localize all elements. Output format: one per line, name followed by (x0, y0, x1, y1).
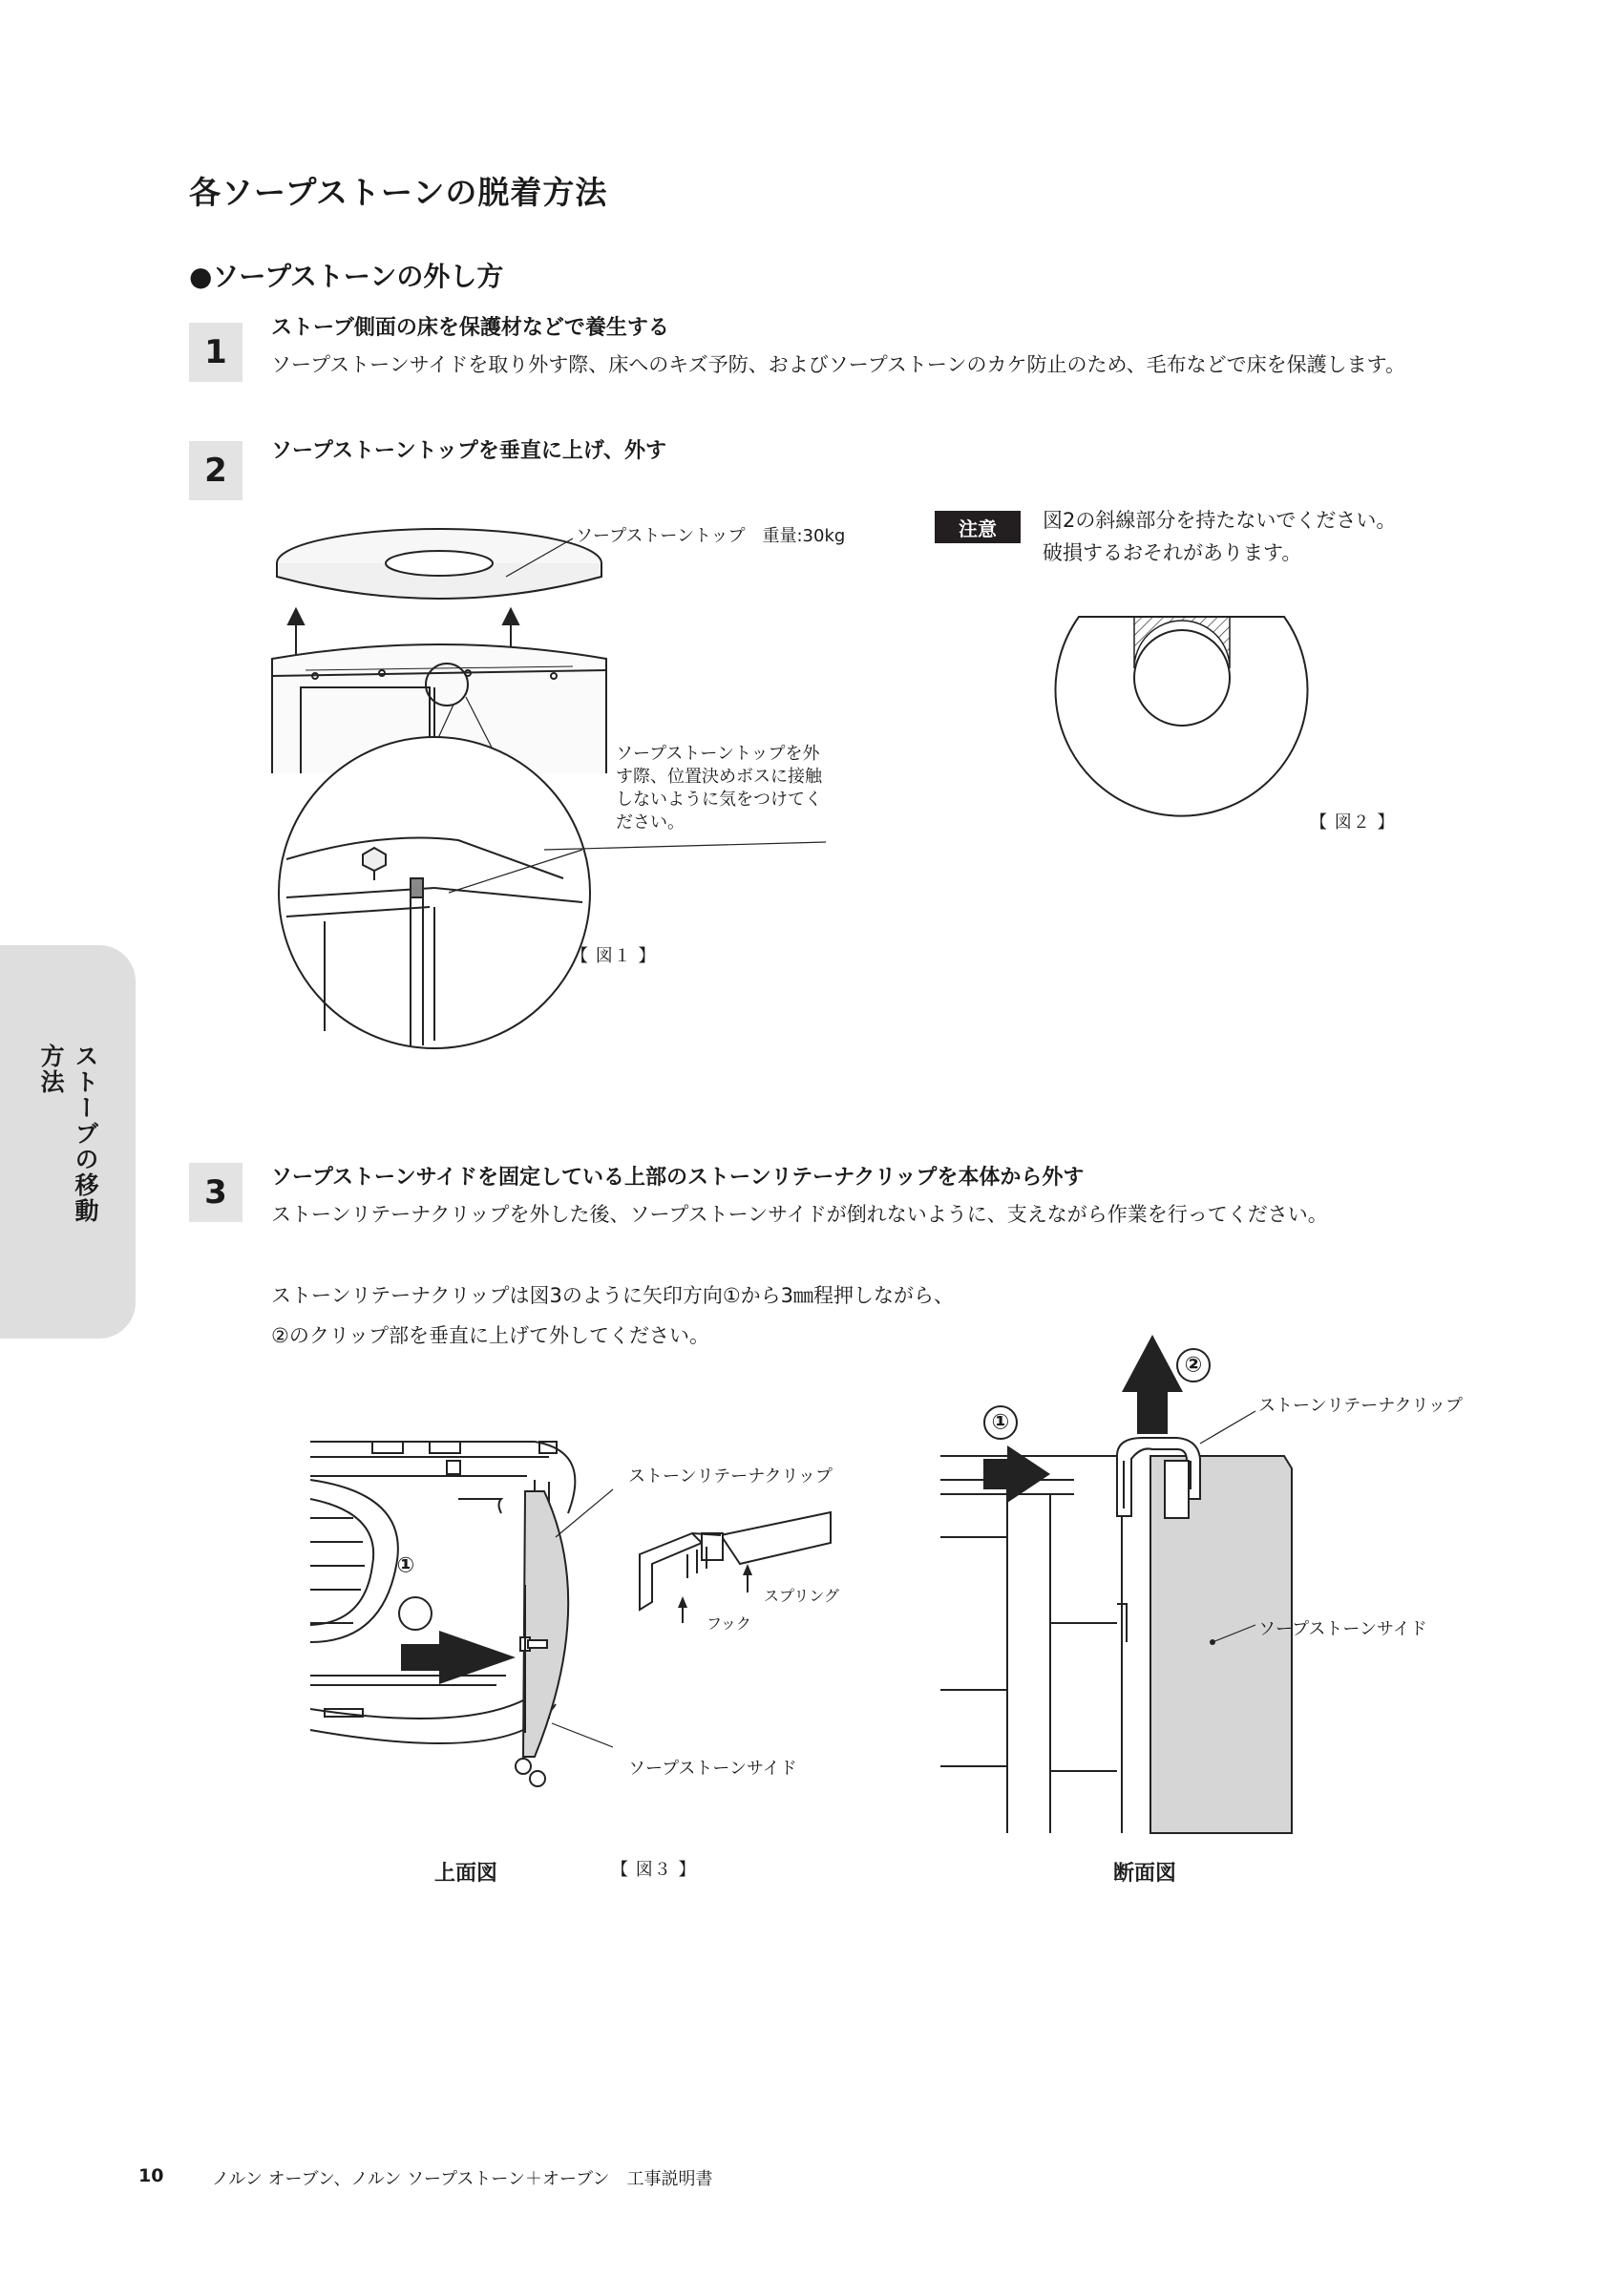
figure-4-marker-2: ② (1184, 1353, 1203, 1378)
figure-3-label-clip: ストーンリテーナクリップ (628, 1466, 833, 1487)
figure-1-callout-line: す際、位置決めボスに接触 (616, 767, 822, 787)
figure-4-marker-1: ① (991, 1410, 1010, 1435)
page-title: 各ソープストーンの脱着方法 (189, 174, 608, 211)
figure-2-caption: 【 図２ 】 (1310, 812, 1396, 833)
step-3-number: 3 (189, 1163, 243, 1222)
figure-3-marker-1: ① (396, 1553, 415, 1578)
step-3-text: ストーンリテーナクリップを外した後、ソープストーンサイドが倒れないように、支えながら作業を行ってください。 (271, 1203, 1328, 1226)
figure-1-label-top: ソープストーントップ 重量:30kg (576, 526, 846, 546)
figure-2-drawing (1050, 611, 1318, 850)
footer-doc-title: ノルン オーブン、ノルン ソープストーン＋オーブン 工事説明書 (212, 2169, 713, 2189)
step-1-heading: ストーブ側面の床を保護材などで養生する (271, 316, 669, 340)
figure-3-caption: 【 図３ 】 (611, 1860, 697, 1880)
step-3-note-line-1: ストーンリテーナクリップは図3のように矢印方向①から3㎜程押しながら、 (271, 1284, 955, 1307)
figure-1-callout-line: しないように気をつけてく (616, 790, 822, 810)
notice-badge: 注意 (935, 511, 1021, 543)
step-3-note-line-2: ②のクリップ部を垂直に上げて外してください。 (271, 1324, 709, 1347)
footer-page-number: 10 (138, 2165, 164, 2186)
figure-4-label-clip: ストーンリテーナクリップ (1258, 1396, 1463, 1416)
section-title: ●ソープストーンの外し方 (189, 261, 504, 292)
figure-4-view-caption: 断面図 (1113, 1862, 1177, 1886)
step-2-number: 2 (189, 441, 243, 500)
figure-1-callout-line: ださい。 (616, 812, 685, 833)
figure-3-view-caption: 上面図 (434, 1862, 498, 1886)
notice-line-1: 図2の斜線部分を持たないでください。 (1043, 509, 1397, 532)
step-2-heading: ソープストーントップを垂直に上げ、外す (271, 439, 667, 463)
notice-line-2: 破損するおそれがあります。 (1043, 541, 1302, 564)
figure-4-label-side: ソープストーンサイド (1258, 1619, 1427, 1639)
step-1-number: 1 (189, 323, 243, 382)
figure-4-drawing (931, 1327, 1313, 1843)
chapter-side-tab-label: ストーブの移動方法 (37, 1044, 99, 1224)
chapter-side-tab (0, 945, 136, 1339)
figure-1-callout (616, 743, 822, 834)
figure-3-label-hook: フック (707, 1614, 751, 1633)
step-1-text: ソープストーンサイドを取り外す際、床へのキズ予防、およびソープストーンのカケ防止のため、毛布などで床を保護します。 (271, 353, 1405, 376)
figure-3-label-side: ソープストーンサイド (628, 1759, 797, 1779)
figure-3-label-spring: スプリング (764, 1587, 840, 1605)
notice-text (1043, 504, 1396, 569)
figure-1-callout-line: ソープストーントップを外 (616, 744, 820, 764)
step-3-heading: ソープストーンサイドを固定している上部のストーンリテーナクリップを本体から外す (271, 1166, 1085, 1190)
figure-1-caption: 【 図１ 】 (571, 946, 657, 966)
